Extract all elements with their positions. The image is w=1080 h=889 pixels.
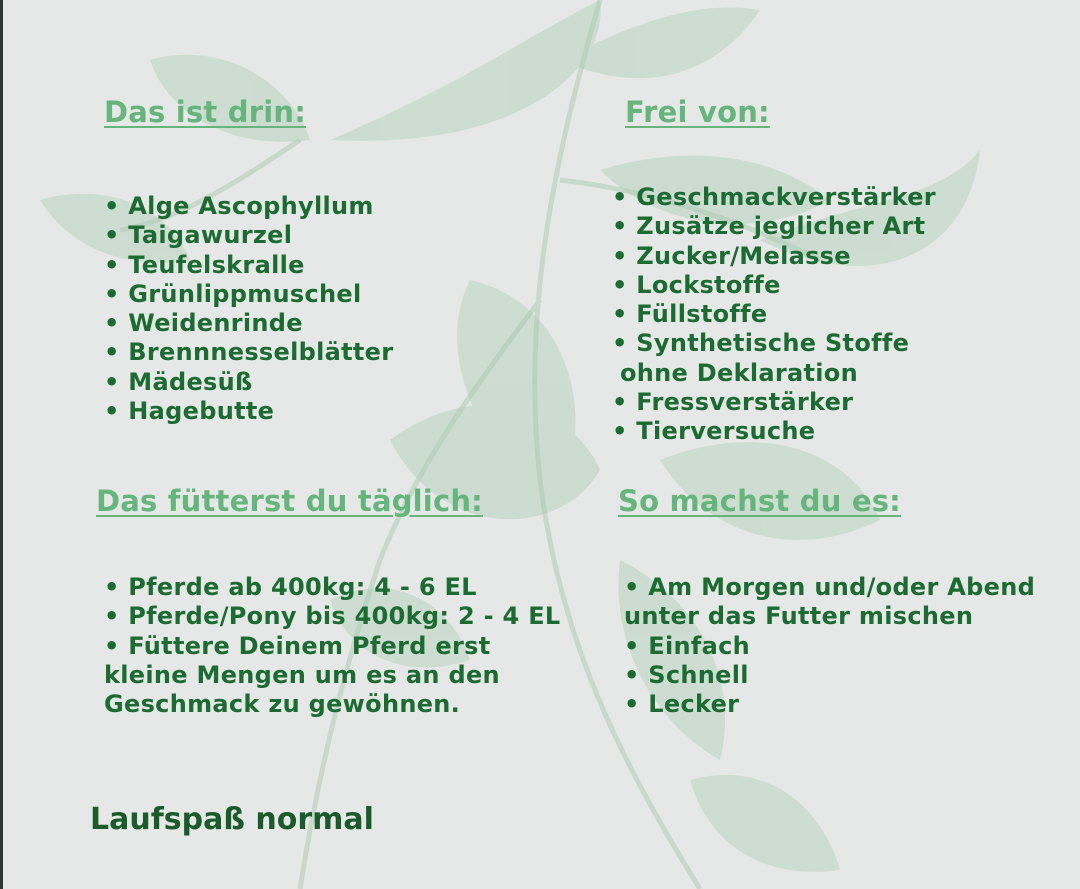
list-item-continuation: unter das Futter mischen	[624, 602, 974, 631]
list-item: • Geschmackverstärker	[612, 183, 936, 211]
feeding-line: • Pferde ab 400kg: 4 - 6 EL	[104, 573, 477, 601]
list-item: • Lockstoffe	[612, 270, 781, 299]
list-item: • Zusätze jeglicher Art	[612, 212, 926, 241]
list-item: • Grünlippmuschel	[104, 279, 362, 308]
list-item: • Alge Ascophyllum	[104, 192, 374, 220]
list-item-continuation: ohne Deklaration	[620, 358, 858, 387]
ingredients-heading: Das ist drin:	[104, 95, 307, 129]
list-item: • Hagebutte	[104, 397, 275, 426]
feeding-line: Geschmack zu gewöhnen.	[104, 690, 461, 719]
free-from-list	[612, 183, 936, 447]
daily-feeding-text	[104, 573, 560, 719]
list-item: • Tierversuche	[612, 417, 816, 446]
daily-feeding-heading: Das fütterst du täglich:	[96, 484, 483, 518]
ingredients-list	[104, 192, 393, 426]
list-item: • Teufelskralle	[104, 250, 305, 279]
how-to-list	[624, 573, 1035, 719]
how-to-heading: So machst du es:	[618, 484, 901, 518]
list-item: • Fressverstärker	[612, 388, 854, 417]
feeding-line: kleine Mengen um es an den	[104, 660, 500, 689]
list-item: • Weidenrinde	[104, 309, 303, 338]
list-item: • Zucker/Melasse	[612, 241, 851, 270]
list-item: • Schnell	[624, 660, 749, 689]
feeding-line: • Pferde/Pony bis 400kg: 2 - 4 EL	[104, 602, 561, 631]
free-from-heading: Frei von:	[625, 95, 770, 129]
list-item: • Synthetische Stoffe	[612, 329, 910, 358]
feeding-line: • Füttere Deinem Pferd erst	[104, 631, 491, 660]
list-item: • Lecker	[624, 690, 740, 719]
list-item: • Mädesüß	[104, 367, 253, 396]
list-item: • Brennnesselblätter	[104, 338, 394, 367]
list-item: • Füllstoffe	[612, 300, 768, 329]
list-item: • Taigawurzel	[104, 221, 293, 250]
list-item: • Einfach	[624, 631, 751, 660]
footer-label: Laufspaß normal	[90, 802, 374, 837]
list-item: • Am Morgen und/oder Abend	[624, 573, 1036, 601]
